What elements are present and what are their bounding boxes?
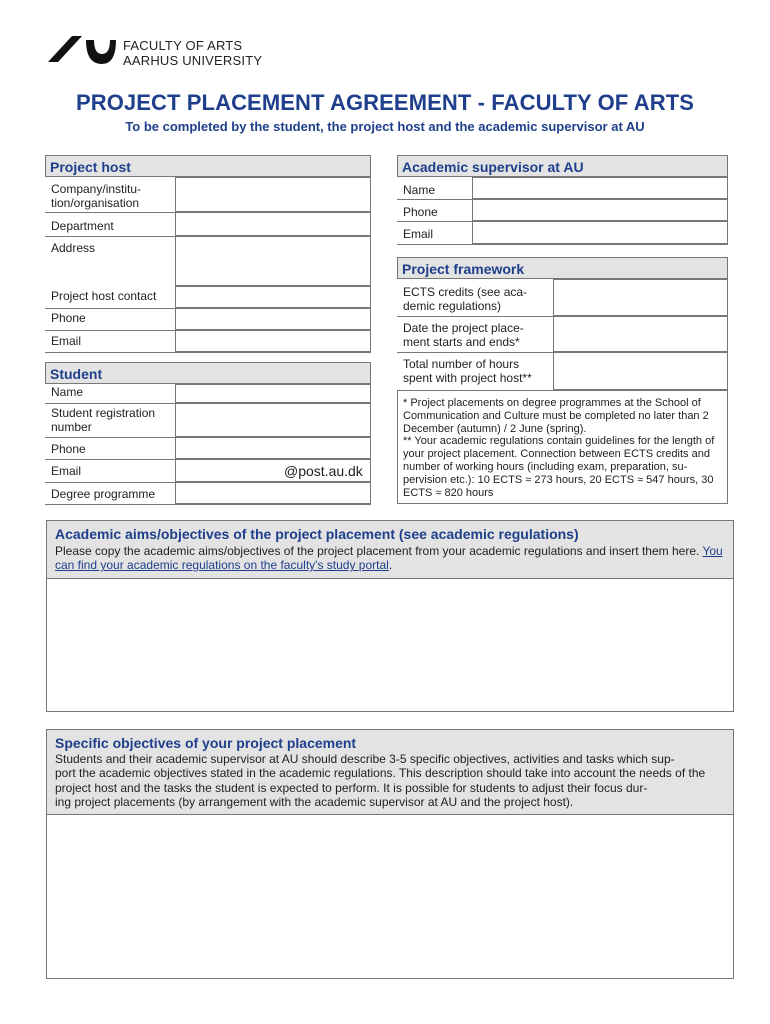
supervisor-name-label: Name — [403, 183, 436, 197]
degree-label: Degree programme — [51, 487, 156, 501]
divider — [45, 504, 371, 505]
company-field[interactable] — [175, 177, 371, 212]
divider — [397, 244, 728, 245]
framework-heading: Project framework — [397, 257, 728, 279]
faculty-name: FACULTY OF ARTS — [123, 38, 243, 53]
aims-header — [47, 521, 733, 579]
host-contact-field[interactable] — [175, 286, 371, 308]
specific-input-area[interactable] — [47, 815, 733, 985]
student-name-label: Name — [51, 385, 84, 399]
specific-instructions: Students and their academic supervisor at AU should describe 3-5 specific objectives, activities and tasks which sup- port the academic objectives stated in the academic regulations. This description should take into account the needs of the project host and the tasks the student is expected to perform. It is possible for students to adjust their focus dur- ing project placements (by arrangement with the academic supervisor at AU and the project host). — [55, 752, 706, 809]
supervisor-name-field[interactable] — [472, 177, 728, 199]
supervisor-phone-field[interactable] — [472, 199, 728, 221]
supervisor-email-field[interactable] — [472, 221, 728, 244]
aims-text-end: . — [388, 558, 393, 573]
host-email-label: Email — [51, 334, 82, 348]
student-phone-field[interactable] — [175, 437, 371, 459]
framework-note: * Project placements on degree programmes at the School of Communication and Culture must be completed no later than 2 December (autumn) / 2 June (spring). ** Your academic regulations contain guidelines for the length of your project placement. Connection between ECTS credits and number of working hours (including exam, preparation, su- pervision etc.): 10 ECTS ≈ 273 hours, 20 ECTS ≈ 547 hours, 30 ECTS ≈ 820 hours — [403, 397, 715, 499]
supervisor-email-label: Email — [403, 227, 434, 241]
student-email-label: Email — [51, 464, 82, 478]
aims-heading: Academic aims/objectives of the project placement (see academic regulations) — [55, 526, 579, 542]
host-phone-field[interactable] — [175, 308, 371, 330]
hours-label: Total number of hours spent with project host** — [403, 357, 532, 385]
specific-section — [46, 729, 734, 979]
au-logo-icon — [46, 34, 116, 66]
ects-field[interactable] — [553, 279, 728, 316]
hours-field[interactable] — [553, 352, 728, 390]
supervisor-phone-label: Phone — [403, 205, 438, 219]
specific-header — [47, 730, 733, 815]
project-host-heading: Project host — [45, 155, 371, 177]
host-contact-label: Project host contact — [51, 289, 157, 303]
aims-text: Please copy the academic aims/objectives of the project placement from your academic regulations and insert them here. — [55, 544, 703, 558]
student-heading: Student — [45, 362, 371, 384]
address-label: Address — [51, 241, 96, 255]
degree-field[interactable] — [175, 482, 371, 504]
study-portal-link[interactable]: You can find your academic regulations on the faculty's study portal — [55, 544, 723, 573]
department-field[interactable] — [175, 212, 371, 236]
supervisor-heading: Academic supervisor at AU — [397, 155, 728, 177]
student-name-field[interactable] — [175, 384, 371, 403]
company-label: Company/institu- tion/organisation — [51, 182, 142, 210]
aims-instructions — [55, 544, 725, 573]
host-email-field[interactable] — [175, 330, 371, 352]
student-phone-label: Phone — [51, 442, 86, 456]
date-label: Date the project place- ment starts and ends* — [403, 321, 524, 349]
ects-label: ECTS credits (see aca- demic regulations) — [403, 285, 528, 313]
aims-input-area[interactable] — [47, 579, 733, 717]
student-reg-label: Student registration number — [51, 406, 156, 434]
aims-section — [46, 520, 734, 712]
student-reg-field[interactable] — [175, 403, 371, 437]
address-field[interactable] — [175, 236, 371, 286]
divider — [45, 352, 371, 353]
date-field[interactable] — [553, 316, 728, 352]
host-phone-label: Phone — [51, 311, 86, 325]
page-subtitle: To be completed by the student, the project host and the academic supervisor at AU — [125, 119, 645, 134]
email-domain-suffix: @post.au.dk — [284, 463, 363, 479]
specific-heading: Specific objectives of your project placement — [55, 735, 357, 751]
department-label: Department — [51, 219, 114, 233]
page-title: PROJECT PLACEMENT AGREEMENT - FACULTY OF ARTS — [75, 90, 695, 115]
university-name: AARHUS UNIVERSITY — [123, 53, 263, 68]
